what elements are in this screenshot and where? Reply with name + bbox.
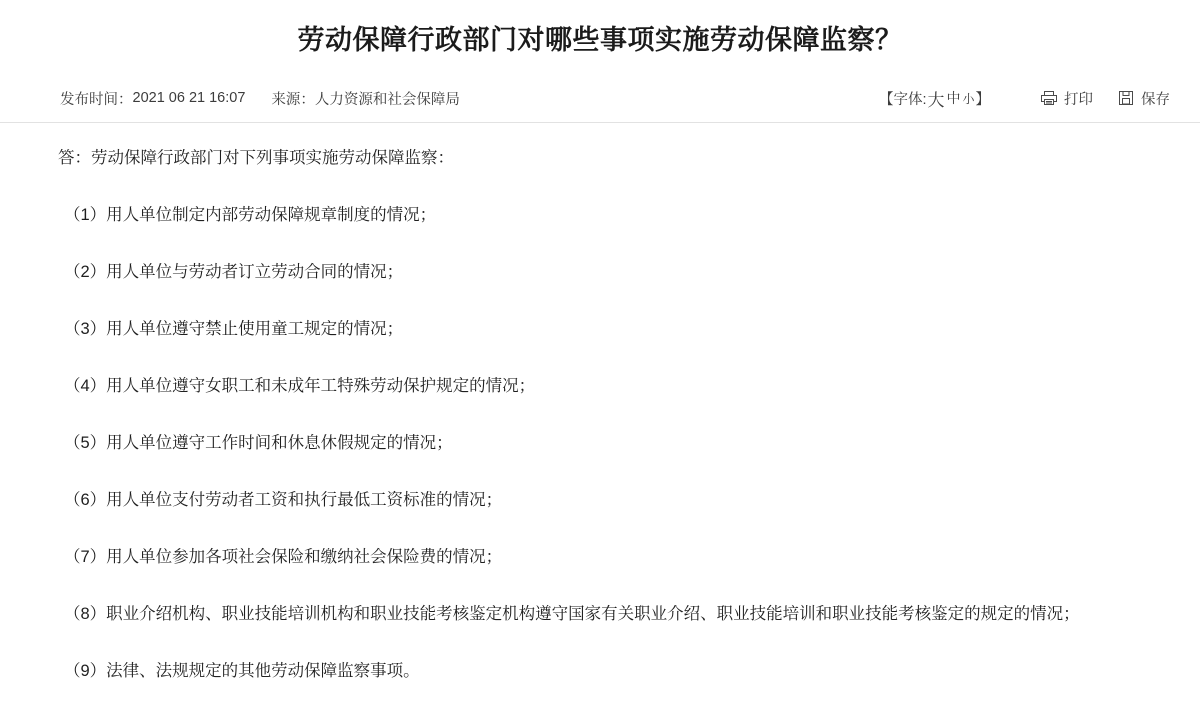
font-size-label: 字体: xyxy=(893,91,927,108)
publish-time-value: 2021 06 21 16:07 xyxy=(132,90,246,106)
print-label: 打印 xyxy=(1064,91,1093,108)
paragraph: （2）用人单位与劳动者订立劳动合同的情况； xyxy=(64,263,404,281)
save-icon xyxy=(1117,89,1135,107)
page-title: 劳动保障行政部门对哪些事项实施劳动保障监察？ xyxy=(297,25,903,55)
save-label: 保存 xyxy=(1141,91,1170,108)
paragraph: （4）用人单位遵守女职工和未成年工特殊劳动保护规定的情况； xyxy=(64,377,536,395)
publish-time-label: 发布时间： xyxy=(60,91,133,108)
bracket-open: 【 xyxy=(878,91,894,108)
article-tools xyxy=(879,86,1170,111)
font-size-medium-option[interactable]: 中 xyxy=(946,90,961,106)
source-value: 人力资源和社会保障局 xyxy=(314,91,460,108)
paragraph: （1）用人单位制定内部劳动保障规章制度的情况； xyxy=(64,206,437,224)
paragraph: （8）职业介绍机构、职业技能培训机构和职业技能考核鉴定机构遵守国家有关职业介绍、职业技能培训和职业技能考核鉴定的规定的情况； xyxy=(64,605,1080,623)
bracket-close: 】 xyxy=(975,91,990,108)
paragraph: （9）法律、法规规定的其他劳动保障监察事项。 xyxy=(64,662,420,680)
paragraph: 答：劳动保障行政部门对下列事项实施劳动保障监察： xyxy=(58,149,454,167)
font-size-small-option[interactable]: 小 xyxy=(962,91,975,106)
article-body xyxy=(0,123,1200,684)
paragraph: （6）用人单位支付劳动者工资和执行最低工资标准的情况； xyxy=(64,491,503,509)
source-label: 来源： xyxy=(271,91,315,108)
article-meta-bar xyxy=(0,80,1200,116)
font-size-selector[interactable] xyxy=(879,86,990,111)
print-button[interactable] xyxy=(1040,88,1093,109)
paragraph: （7）用人单位参加各项社会保险和缴纳社会保险费的情况； xyxy=(64,548,503,566)
paragraph: （5）用人单位遵守工作时间和休息休假规定的情况； xyxy=(64,434,453,452)
printer-icon xyxy=(1040,89,1058,107)
save-button[interactable] xyxy=(1117,88,1170,109)
paragraph: （3）用人单位遵守禁止使用童工规定的情况； xyxy=(64,320,404,338)
font-size-large-option[interactable]: 大 xyxy=(927,90,945,110)
meta-left-group xyxy=(60,88,460,109)
